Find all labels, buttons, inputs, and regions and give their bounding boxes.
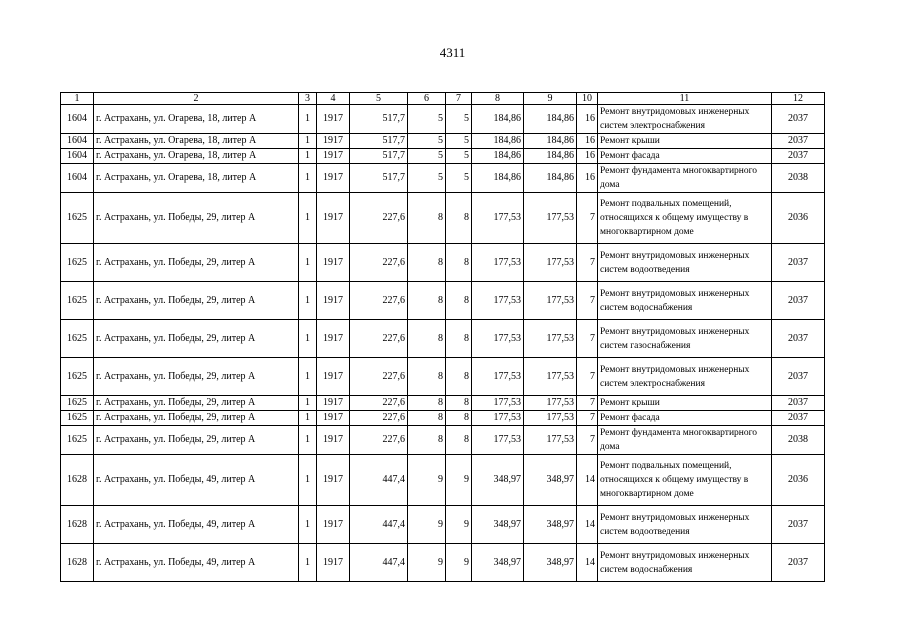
- table-cell: 2037: [772, 244, 825, 282]
- column-header: 1: [61, 93, 94, 105]
- column-header: 8: [472, 93, 524, 105]
- table-cell: 1917: [317, 193, 350, 244]
- table-cell: Ремонт внутридомовых инженерных систем газоснабжения: [598, 320, 772, 358]
- table-cell: 1: [299, 544, 317, 582]
- table-row: [61, 455, 825, 506]
- table-cell: Ремонт подвальных помещений, относящихся к общему имуществу в многоквартирном доме: [598, 455, 772, 506]
- table-cell: 177,53: [472, 396, 524, 411]
- table-cell: 5: [446, 164, 472, 193]
- table-cell: Ремонт крыши: [598, 396, 772, 411]
- table-cell: 5: [408, 149, 446, 164]
- table-cell: 9: [446, 544, 472, 582]
- table-cell: 8: [408, 426, 446, 455]
- table-cell: 1: [299, 320, 317, 358]
- table-cell: 16: [577, 164, 598, 193]
- table-cell: г. Астрахань, ул. Победы, 49, литер А: [94, 455, 299, 506]
- table-cell: 177,53: [524, 358, 577, 396]
- table-cell: 447,4: [350, 544, 408, 582]
- table-cell: 1625: [61, 244, 94, 282]
- table-cell: 5: [408, 134, 446, 149]
- table-row: [61, 358, 825, 396]
- table-cell: 14: [577, 544, 598, 582]
- table-cell: 1: [299, 149, 317, 164]
- table-cell: 2037: [772, 411, 825, 426]
- table-cell: 517,7: [350, 105, 408, 134]
- table-cell: 227,6: [350, 358, 408, 396]
- table-cell: 177,53: [524, 411, 577, 426]
- table-cell: г. Астрахань, ул. Победы, 49, литер А: [94, 544, 299, 582]
- table-row: [61, 426, 825, 455]
- table-cell: 8: [446, 244, 472, 282]
- table-cell: 517,7: [350, 134, 408, 149]
- table-cell: 1917: [317, 396, 350, 411]
- table-row: [61, 244, 825, 282]
- table-row: [61, 193, 825, 244]
- table-cell: Ремонт крыши: [598, 134, 772, 149]
- table-cell: 1: [299, 134, 317, 149]
- column-header: 12: [772, 93, 825, 105]
- table-cell: 184,86: [472, 149, 524, 164]
- table-cell: 1604: [61, 149, 94, 164]
- table-cell: 227,6: [350, 193, 408, 244]
- table-cell: 2038: [772, 164, 825, 193]
- table-cell: Ремонт внутридомовых инженерных систем водоснабжения: [598, 544, 772, 582]
- table-cell: г. Астрахань, ул. Огарева, 18, литер А: [94, 105, 299, 134]
- table-cell: г. Астрахань, ул. Победы, 29, литер А: [94, 396, 299, 411]
- table-cell: 1917: [317, 105, 350, 134]
- table-cell: г. Астрахань, ул. Огарева, 18, литер А: [94, 164, 299, 193]
- table-cell: 7: [577, 411, 598, 426]
- table-cell: 7: [577, 426, 598, 455]
- table-cell: 2038: [772, 426, 825, 455]
- table-cell: 177,53: [524, 244, 577, 282]
- table-cell: 348,97: [472, 455, 524, 506]
- table-cell: 1: [299, 282, 317, 320]
- table-cell: 1628: [61, 506, 94, 544]
- table-cell: 348,97: [472, 544, 524, 582]
- table-cell: 14: [577, 455, 598, 506]
- table-cell: 16: [577, 134, 598, 149]
- table-cell: 447,4: [350, 455, 408, 506]
- table-cell: 1: [299, 411, 317, 426]
- table-cell: 2037: [772, 544, 825, 582]
- table-cell: 1625: [61, 193, 94, 244]
- table-cell: г. Астрахань, ул. Победы, 29, литер А: [94, 282, 299, 320]
- table-cell: г. Астрахань, ул. Огарева, 18, литер А: [94, 149, 299, 164]
- table-cell: 177,53: [472, 358, 524, 396]
- table-cell: 1917: [317, 506, 350, 544]
- table-body: [61, 105, 825, 582]
- table-cell: 8: [408, 358, 446, 396]
- table-cell: 2037: [772, 149, 825, 164]
- table-cell: 227,6: [350, 244, 408, 282]
- table-cell: 184,86: [472, 164, 524, 193]
- table-row: [61, 164, 825, 193]
- table-row: [61, 134, 825, 149]
- table-row: [61, 105, 825, 134]
- table-cell: 8: [446, 320, 472, 358]
- table-row: [61, 411, 825, 426]
- table-cell: Ремонт внутридомовых инженерных систем водоотведения: [598, 244, 772, 282]
- column-header: 10: [577, 93, 598, 105]
- table-cell: 7: [577, 193, 598, 244]
- column-header: 6: [408, 93, 446, 105]
- column-header: 3: [299, 93, 317, 105]
- table-cell: 2037: [772, 358, 825, 396]
- table-cell: 184,86: [472, 134, 524, 149]
- table-row: [61, 544, 825, 582]
- table-cell: 2037: [772, 134, 825, 149]
- table-cell: 517,7: [350, 164, 408, 193]
- table-cell: 9: [446, 506, 472, 544]
- table-cell: 8: [408, 244, 446, 282]
- table-cell: 7: [577, 244, 598, 282]
- table-cell: 227,6: [350, 411, 408, 426]
- table-cell: г. Астрахань, ул. Победы, 29, литер А: [94, 358, 299, 396]
- table-cell: 8: [408, 320, 446, 358]
- table-cell: 8: [446, 426, 472, 455]
- table-cell: 1: [299, 506, 317, 544]
- table-cell: 8: [408, 396, 446, 411]
- table-cell: 1917: [317, 544, 350, 582]
- table-cell: 1628: [61, 455, 94, 506]
- table-cell: 8: [408, 411, 446, 426]
- table-cell: 7: [577, 320, 598, 358]
- table-cell: 2037: [772, 506, 825, 544]
- table-cell: г. Астрахань, ул. Победы, 29, литер А: [94, 411, 299, 426]
- table-cell: 177,53: [524, 282, 577, 320]
- table-cell: 1604: [61, 105, 94, 134]
- repair-schedule-table: [60, 92, 825, 582]
- table-cell: 1917: [317, 282, 350, 320]
- table-cell: 1917: [317, 134, 350, 149]
- table-cell: 184,86: [524, 149, 577, 164]
- column-header: 2: [94, 93, 299, 105]
- table-cell: 184,86: [524, 164, 577, 193]
- table-cell: 1: [299, 396, 317, 411]
- table-cell: 8: [446, 193, 472, 244]
- table-cell: 1625: [61, 396, 94, 411]
- table-cell: 5: [408, 164, 446, 193]
- table-cell: 2036: [772, 455, 825, 506]
- table-cell: 14: [577, 506, 598, 544]
- column-header: 9: [524, 93, 577, 105]
- table-cell: 1604: [61, 164, 94, 193]
- table-cell: 348,97: [524, 544, 577, 582]
- table-cell: 16: [577, 149, 598, 164]
- table-cell: 184,86: [524, 105, 577, 134]
- table-cell: Ремонт внутридомовых инженерных систем водоснабжения: [598, 282, 772, 320]
- table-cell: 1917: [317, 320, 350, 358]
- table-cell: 1917: [317, 426, 350, 455]
- table-cell: Ремонт подвальных помещений, относящихся к общему имуществу в многоквартирном доме: [598, 193, 772, 244]
- table-cell: 184,86: [524, 134, 577, 149]
- table-cell: Ремонт фундамента многоквартирного дома: [598, 426, 772, 455]
- column-header: 5: [350, 93, 408, 105]
- table-cell: 9: [446, 455, 472, 506]
- table-cell: 1917: [317, 455, 350, 506]
- table-cell: 8: [446, 282, 472, 320]
- table-cell: 348,97: [472, 506, 524, 544]
- table-cell: 1625: [61, 320, 94, 358]
- table-cell: 1625: [61, 426, 94, 455]
- table-cell: Ремонт фундамента многоквартирного дома: [598, 164, 772, 193]
- table-cell: Ремонт фасада: [598, 411, 772, 426]
- table-cell: г. Астрахань, ул. Победы, 29, литер А: [94, 426, 299, 455]
- table-cell: Ремонт фасада: [598, 149, 772, 164]
- table-cell: 16: [577, 105, 598, 134]
- column-header: 11: [598, 93, 772, 105]
- table-cell: 1628: [61, 544, 94, 582]
- table-row: [61, 149, 825, 164]
- table-header-row: [61, 93, 825, 105]
- table-cell: 177,53: [472, 426, 524, 455]
- table-row: [61, 506, 825, 544]
- table-cell: 1917: [317, 358, 350, 396]
- table-cell: г. Астрахань, ул. Огарева, 18, литер А: [94, 134, 299, 149]
- table-cell: 8: [408, 193, 446, 244]
- table-row: [61, 320, 825, 358]
- table-cell: 8: [446, 358, 472, 396]
- table-cell: 7: [577, 396, 598, 411]
- table-cell: Ремонт внутридомовых инженерных систем электроснабжения: [598, 358, 772, 396]
- table-cell: 5: [446, 149, 472, 164]
- table-cell: 177,53: [472, 320, 524, 358]
- table-cell: 1: [299, 455, 317, 506]
- table-cell: 1: [299, 358, 317, 396]
- table-cell: 5: [446, 134, 472, 149]
- table-cell: 5: [408, 105, 446, 134]
- table-cell: г. Астрахань, ул. Победы, 29, литер А: [94, 320, 299, 358]
- table-cell: 1: [299, 426, 317, 455]
- column-header: 4: [317, 93, 350, 105]
- table-cell: Ремонт внутридомовых инженерных систем электроснабжения: [598, 105, 772, 134]
- table-cell: 1625: [61, 358, 94, 396]
- table-cell: 2037: [772, 396, 825, 411]
- table-cell: 7: [577, 282, 598, 320]
- table-cell: 7: [577, 358, 598, 396]
- page-number: 4311: [439, 45, 466, 60]
- table-cell: 1: [299, 164, 317, 193]
- table-cell: 2037: [772, 105, 825, 134]
- table-cell: 1: [299, 244, 317, 282]
- table-cell: г. Астрахань, ул. Победы, 49, литер А: [94, 506, 299, 544]
- table-cell: 2036: [772, 193, 825, 244]
- table-cell: Ремонт внутридомовых инженерных систем водоотведения: [598, 506, 772, 544]
- table-cell: 1917: [317, 244, 350, 282]
- table-cell: 1625: [61, 411, 94, 426]
- table-cell: 2037: [772, 282, 825, 320]
- table-cell: 1917: [317, 411, 350, 426]
- table-cell: 348,97: [524, 455, 577, 506]
- table-cell: 177,53: [472, 244, 524, 282]
- table-cell: 1604: [61, 134, 94, 149]
- table-cell: 177,53: [472, 411, 524, 426]
- table-cell: 517,7: [350, 149, 408, 164]
- table-cell: 8: [408, 282, 446, 320]
- table-cell: 1: [299, 193, 317, 244]
- table-cell: 227,6: [350, 282, 408, 320]
- table-row: [61, 282, 825, 320]
- table-row: [61, 396, 825, 411]
- table-cell: 1625: [61, 282, 94, 320]
- table-cell: 1917: [317, 164, 350, 193]
- table-cell: 177,53: [524, 426, 577, 455]
- table-cell: 8: [446, 411, 472, 426]
- table-cell: 227,6: [350, 426, 408, 455]
- table-cell: 1: [299, 105, 317, 134]
- table-cell: 177,53: [472, 193, 524, 244]
- table-cell: 177,53: [472, 282, 524, 320]
- table-cell: 9: [408, 455, 446, 506]
- table-cell: 184,86: [472, 105, 524, 134]
- table-cell: 227,6: [350, 396, 408, 411]
- table-cell: 447,4: [350, 506, 408, 544]
- table-cell: 177,53: [524, 396, 577, 411]
- table-cell: 177,53: [524, 320, 577, 358]
- table-cell: 2037: [772, 320, 825, 358]
- table-cell: г. Астрахань, ул. Победы, 29, литер А: [94, 193, 299, 244]
- table-cell: 9: [408, 506, 446, 544]
- table-cell: г. Астрахань, ул. Победы, 29, литер А: [94, 244, 299, 282]
- table-cell: 348,97: [524, 506, 577, 544]
- table-cell: 8: [446, 396, 472, 411]
- table-cell: 9: [408, 544, 446, 582]
- column-header: 7: [446, 93, 472, 105]
- table-cell: 227,6: [350, 320, 408, 358]
- table-cell: 1917: [317, 149, 350, 164]
- table-cell: 5: [446, 105, 472, 134]
- table-cell: 177,53: [524, 193, 577, 244]
